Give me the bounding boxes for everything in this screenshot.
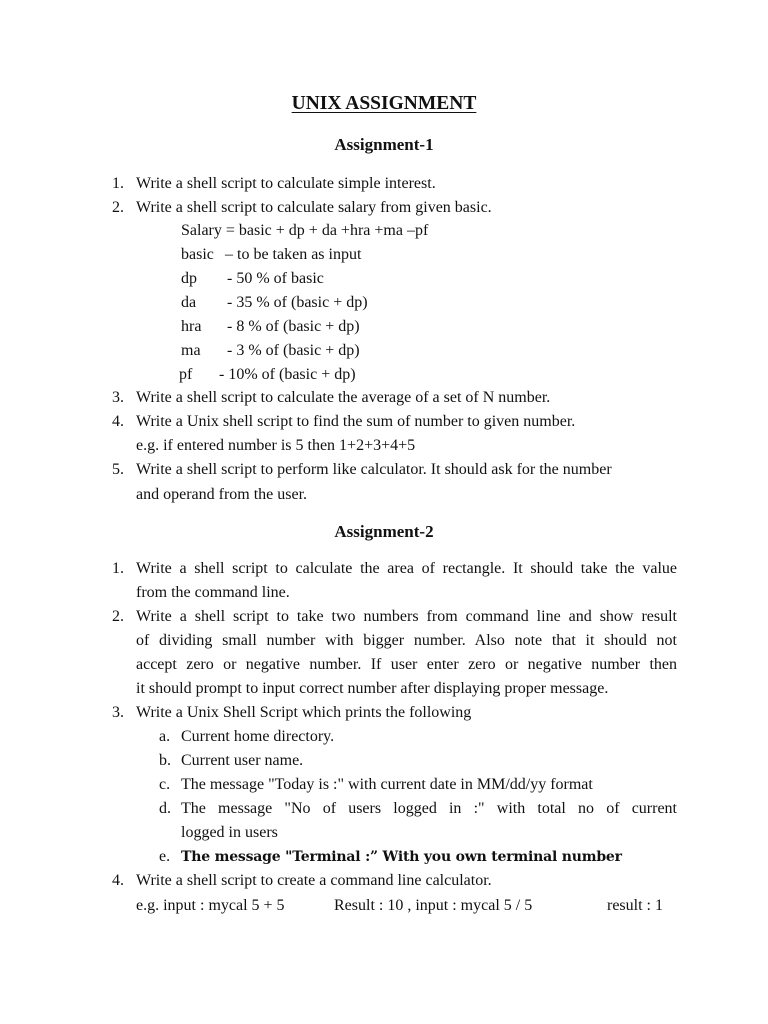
a2-item-4-example-input: e.g. input : mycal 5 + 5 — [136, 897, 285, 914]
a2-subitem-e-letter: e. — [159, 848, 171, 865]
a2-item-4-text: Write a shell script to create a command line calculator. — [136, 872, 492, 889]
a2-subitem-c-text: The message "Today is :" with current date in MM/dd/yy format — [181, 776, 593, 793]
component-basic-desc: – to be taken as input — [225, 246, 362, 263]
a1-item-1-text: Write a shell script to calculate simple interest. — [136, 175, 436, 192]
a1-item-3-text: Write a shell script to calculate the average of a set of N number. — [136, 389, 551, 406]
a1-item-3-number: 3. — [112, 389, 124, 406]
a2-item-2-line-2: of dividing small number with bigger number. Also note that it should not — [136, 632, 677, 649]
a2-subitem-a-letter: a. — [159, 728, 171, 745]
a2-item-1-line-2: from the command line. — [136, 584, 290, 601]
component-da-name: da — [181, 294, 197, 311]
a2-subitem-a-text: Current home directory. — [181, 728, 335, 745]
component-dp-desc: - 50 % of basic — [227, 270, 324, 287]
a2-item-4-number: 4. — [112, 872, 124, 889]
a1-item-4-number: 4. — [112, 413, 124, 430]
component-dp-name: dp — [181, 270, 197, 287]
assignment-2-heading: Assignment-2 — [334, 522, 434, 541]
a2-item-2-line-1: Write a shell script to take two numbers from command line and show result — [136, 608, 677, 625]
salary-formula: Salary = basic + dp + da +hra +ma –pf — [181, 222, 429, 239]
a2-subitem-c-letter: c. — [159, 776, 171, 793]
a1-item-5-text: Write a shell script to perform like calculator. It should ask for the number — [136, 461, 612, 478]
a2-subitem-d-continuation: logged in users — [181, 824, 278, 841]
a1-item-2-text: Write a shell script to calculate salary from given basic. — [136, 199, 492, 216]
a2-item-2-line-4: it should prompt to input correct number after displaying proper message. — [136, 680, 609, 697]
a1-item-4-text: Write a Unix shell script to find the sum of number to given number. — [136, 413, 576, 430]
component-pf-name: pf — [179, 366, 193, 383]
a2-item-4-example-result-2: result : 1 — [607, 897, 663, 914]
component-basic-name: basic — [181, 246, 214, 263]
a2-item-2-number: 2. — [112, 608, 124, 625]
a2-item-3-text: Write a Unix Shell Script which prints the following — [136, 704, 472, 721]
component-da-desc: - 35 % of (basic + dp) — [227, 294, 368, 311]
component-pf-desc: - 10% of (basic + dp) — [219, 366, 356, 383]
a2-subitem-b-letter: b. — [159, 752, 171, 769]
component-ma-name: ma — [181, 342, 201, 359]
a1-item-1-number: 1. — [112, 175, 124, 192]
a1-item-5-number: 5. — [112, 461, 124, 478]
a2-item-2-line-3: accept zero or negative number. If user enter zero or negative number then — [136, 656, 677, 673]
a1-item-4-example: e.g. if entered number is 5 then 1+2+3+4+5 — [136, 437, 416, 454]
component-hra-name: hra — [181, 318, 202, 335]
document-title: UNIX ASSIGNMENT — [291, 93, 477, 114]
a2-subitem-b-text: Current user name. — [181, 752, 304, 769]
a2-item-1-number: 1. — [112, 560, 124, 577]
a2-subitem-e-text: The message "Terminal :” With you own terminal number — [181, 849, 622, 865]
component-hra-desc: - 8 % of (basic + dp) — [227, 318, 360, 335]
a1-item-2-number: 2. — [112, 199, 124, 216]
a2-item-4-example-result: Result : 10 , input : mycal 5 / 5 — [334, 897, 533, 914]
a2-item-3-number: 3. — [112, 704, 124, 721]
component-ma-desc: - 3 % of (basic + dp) — [227, 342, 360, 359]
assignment-1-heading: Assignment-1 — [334, 135, 434, 154]
a2-subitem-d-text: The message "No of users logged in :" with total no of current — [181, 800, 677, 817]
a1-item-5-continuation: and operand from the user. — [136, 486, 308, 503]
a2-item-1-line-1: Write a shell script to calculate the area of rectangle. It should take the value — [136, 560, 677, 577]
a2-subitem-d-letter: d. — [159, 800, 171, 817]
